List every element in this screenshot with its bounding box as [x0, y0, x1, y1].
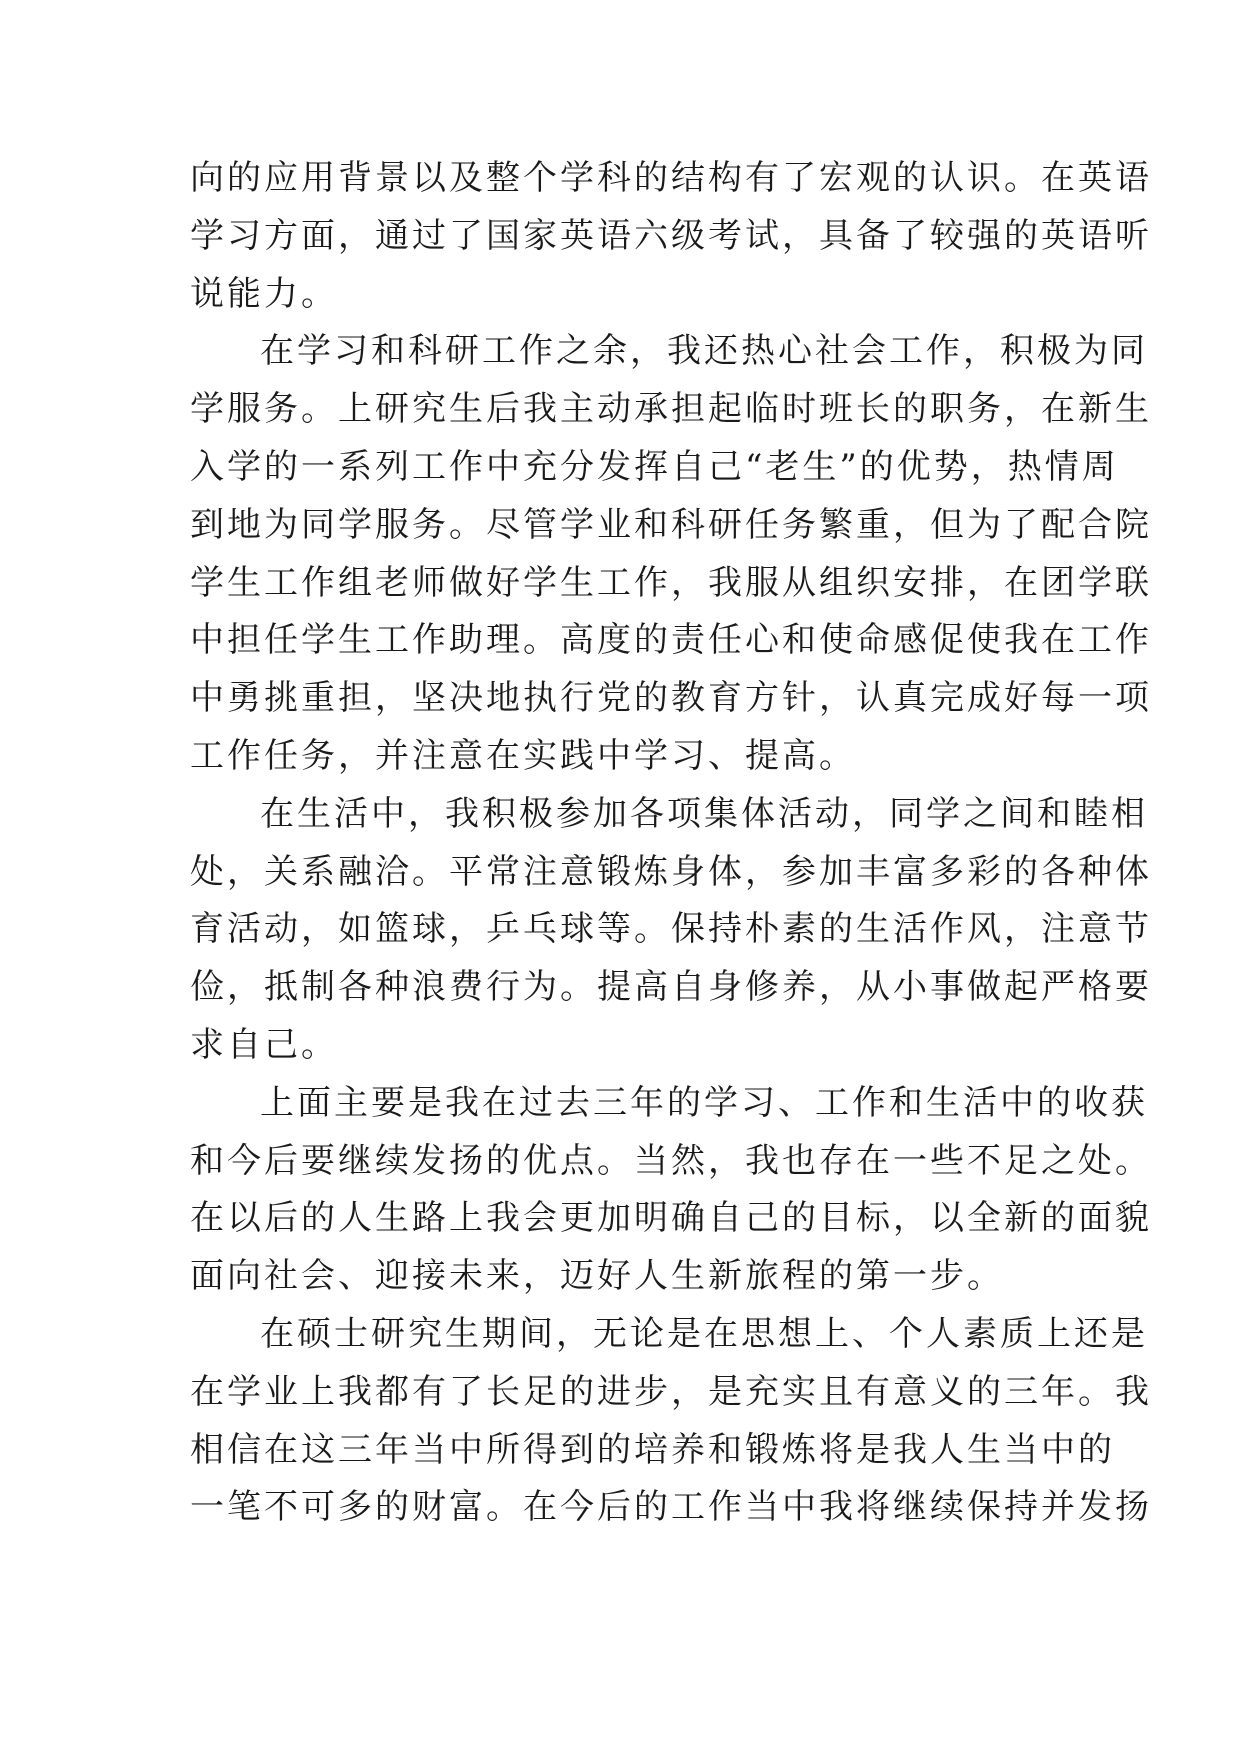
- text-line: 在学习和科研工作之余，我还热心社会工作，积极为同: [260, 331, 1148, 372]
- text-line: 处，关系融洽。平常注意锻炼身体，参加丰富多彩的各种体: [190, 851, 1152, 892]
- text-line: 说能力。: [190, 273, 338, 314]
- text-line: 面向社会、迎接未来，迈好人生新旅程的第一步。: [190, 1256, 1004, 1297]
- document-body: [190, 150, 1152, 1537]
- text-line: 一笔不可多的财富。在今后的工作当中我将继续保持并发扬: [190, 1487, 1152, 1528]
- paragraph-3: [190, 786, 1152, 1075]
- text-line: 中勇挑重担，坚决地执行党的教育方针，认真完成好每一项: [190, 678, 1152, 719]
- text-line: 上面主要是我在过去三年的学习、工作和生活中的收获: [260, 1082, 1148, 1123]
- text-line: 相信在这三年当中所得到的培养和锻炼将是我人生当中的: [190, 1429, 1115, 1470]
- text-line: 向的应用背景以及整个学科的结构有了宏观的认识。在英语: [190, 158, 1152, 198]
- text-line: 在生活中，我积极参加各项集体活动，同学之间和睦相: [260, 793, 1148, 834]
- text-line: 在以后的人生路上我会更加明确自己的目标，以全新的面貌: [190, 1198, 1152, 1239]
- text-line: 中担任学生工作助理。高度的责任心和使命感促使我在工作: [190, 620, 1152, 661]
- text-line: 入学的一系列工作中充分发挥自己“老生”的优势，热情周: [190, 446, 1119, 487]
- text-line: 俭，抵制各种浪费行为。提高自身修养，从小事做起严格要: [190, 967, 1152, 1008]
- text-line: 学生工作组老师做好学生工作，我服从组织安排，在团学联: [190, 562, 1152, 603]
- paragraph-1: [190, 150, 1152, 323]
- text-line: 学服务。上研究生后我主动承担起临时班长的职务，在新生: [190, 389, 1152, 430]
- text-line: 在硕士研究生期间，无论是在思想上、个人素质上还是: [260, 1313, 1148, 1354]
- text-line: 在学业上我都有了长足的进步，是充实且有意义的三年。我: [190, 1371, 1152, 1412]
- text-line: 育活动，如篮球，乒乓球等。保持朴素的生活作风，注意节: [190, 909, 1152, 950]
- text-line: 到地为同学服务。尽管学业和科研任务繁重，但为了配合院: [190, 504, 1152, 545]
- text-line: 学习方面，通过了国家英语六级考试，具备了较强的英语听: [190, 215, 1152, 256]
- text-line: 求自己。: [190, 1024, 338, 1065]
- paragraph-2: [190, 323, 1152, 785]
- paragraph-4: [190, 1075, 1152, 1306]
- text-line: 和今后要继续发扬的优点。当然，我也存在一些不足之处。: [190, 1140, 1152, 1181]
- paragraph-5: [190, 1306, 1152, 1537]
- text-line: 工作任务，并注意在实践中学习、提高。: [190, 735, 856, 776]
